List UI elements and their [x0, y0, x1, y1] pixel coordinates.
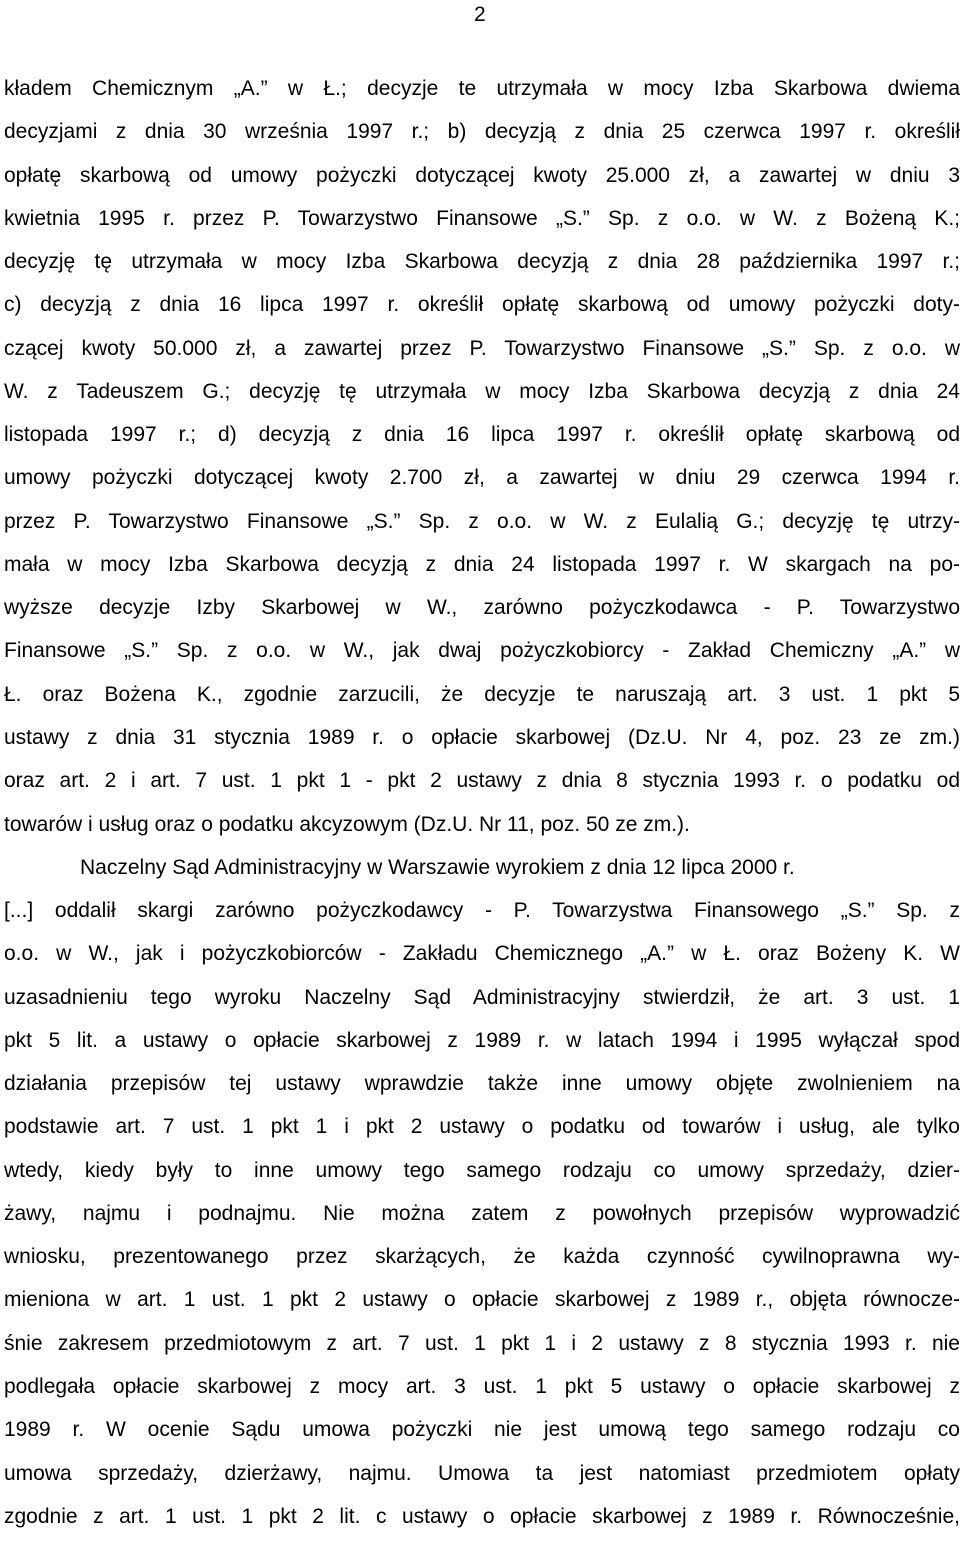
paragraph-first-line: Naczelny Sąd Administracyjny w Warszawie wyrokiem z dnia 12 lipca 2000 r. [80, 855, 795, 879]
text-line: kwietnia 1995 r. przez P. Towarzystwo Finansowe „S.” Sp. z o.o. w W. z Bożeną K.; [4, 206, 960, 230]
text-line: mała w mocy Izba Skarbowa decyzją z dnia 24 listopada 1997 r. W skargach na po- [4, 552, 960, 576]
text-line: pkt 5 lit. a ustawy o opłacie skarbowej z 1989 r. w latach 1994 i 1995 wyłączał spod [4, 1028, 960, 1052]
text-line: ustawy z dnia 31 stycznia 1989 r. o opłacie skarbowej (Dz.U. Nr 4, poz. 23 ze zm.) [4, 725, 960, 749]
text-line: c) decyzją z dnia 16 lipca 1997 r. określił opłatę skarbową od umowy pożyczki doty- [4, 293, 960, 317]
text-line: czącej kwoty 50.000 zł, a zawartej przez P. Towarzystwo Finansowe „S.” Sp. z o.o. w [4, 336, 960, 360]
text-line: wtedy, kiedy były to inne umowy tego samego rodzaju co umowy sprzedaży, dzier- [4, 1158, 960, 1182]
text-line: decyzjami z dnia 30 września 1997 r.; b) decyzją z dnia 25 czerwca 1997 r. określił [4, 120, 960, 144]
text-line: decyzję tę utrzymała w mocy Izba Skarbowa decyzją z dnia 28 października 1997 r.; [4, 250, 960, 274]
page-number: 2 [474, 3, 486, 26]
text-line: [...] oddalił skargi zarówno pożyczkodawcy - P. Towarzystwa Finansowego „S.” Sp. z [4, 899, 960, 923]
text-line: Ł. oraz Bożena K., zgodnie zarzucili, że decyzje te naruszają art. 3 ust. 1 pkt 5 [4, 682, 960, 706]
text-line: umowy pożyczki dotyczącej kwoty 2.700 zł, a zawartej w dniu 29 czerwca 1994 r. [4, 466, 960, 490]
text-line: podlegała opłacie skarbowej z mocy art. 3 ust. 1 pkt 5 ustawy o opłacie skarbowej z [4, 1374, 960, 1398]
text-line: żawy, najmu i podnajmu. Nie można zatem z powołnych przepisów wyprowadzić [4, 1201, 960, 1225]
text-line: Finansowe „S.” Sp. z o.o. w W., jak dwaj pożyczkobiorcy - Zakład Chemiczny „A.” w [4, 639, 960, 663]
text-line: umowa sprzedaży, dzierżawy, najmu. Umowa ta jest natomiast przedmiotem opłaty [4, 1461, 960, 1485]
text-line: o.o. w W., jak i pożyczkobiorców - Zakładu Chemicznego „A.” w Ł. oraz Bożeny K. W [4, 942, 960, 966]
text-line: zgodnie z art. 1 ust. 1 pkt 2 lit. c ustawy o opłacie skarbowej z 1989 r. Równocześnie, [4, 1504, 960, 1528]
text-line: kładem Chemicznym „A.” w Ł.; decyzje te utrzymała w mocy Izba Skarbowa dwiema [4, 77, 960, 100]
text-line: W. z Tadeuszem G.; decyzję tę utrzymała w mocy Izba Skarbowa decyzją z dnia 24 [4, 379, 960, 403]
text-line: mieniona w art. 1 ust. 1 pkt 2 ustawy o opłacie skarbowej z 1989 r., objęta równocze- [4, 1288, 960, 1312]
text-line: 1989 r. W ocenie Sądu umowa pożyczki nie jest umową tego samego rodzaju co [4, 1418, 960, 1442]
text-line: listopada 1997 r.; d) decyzją z dnia 16 lipca 1997 r. określił opłatę skarbową od [4, 423, 960, 447]
document-body [4, 67, 960, 1538]
text-line: podstawie art. 7 ust. 1 pkt 1 i pkt 2 ustawy o podatku od towarów i usług, ale tylko [4, 1115, 960, 1139]
paragraph-last-line: towarów i usług oraz o podatku akcyzowym (Dz.U. Nr 11, poz. 50 ze zm.). [4, 812, 690, 836]
text-line: działania przepisów tej ustawy wprawdzie także inne umowy objęte zwolnieniem na [4, 1072, 960, 1096]
text-line: wyższe decyzje Izby Skarbowej w W., zarówno pożyczkodawca - P. Towarzystwo [4, 596, 960, 620]
text-line: przez P. Towarzystwo Finansowe „S.” Sp. z o.o. w W. z Eulalią G.; decyzję tę utrzy- [4, 509, 960, 533]
text-line: śnie zakresem przedmiotowym z art. 7 ust. 1 pkt 1 i 2 ustawy z 8 stycznia 1993 r. nie [4, 1331, 960, 1355]
text-line: wniosku, prezentowanego przez skarżących, że każda czynność cywilnoprawna wy- [4, 1245, 960, 1269]
text-line: oraz art. 2 i art. 7 ust. 1 pkt 1 - pkt 2 ustawy z dnia 8 stycznia 1993 r. o podatku od [4, 769, 960, 793]
text-line: opłatę skarbową od umowy pożyczki dotyczącej kwoty 25.000 zł, a zawartej w dniu 3 [4, 163, 960, 187]
text-line: uzasadnieniu tego wyroku Naczelny Sąd Administracyjny stwierdził, że art. 3 ust. 1 [4, 985, 960, 1009]
